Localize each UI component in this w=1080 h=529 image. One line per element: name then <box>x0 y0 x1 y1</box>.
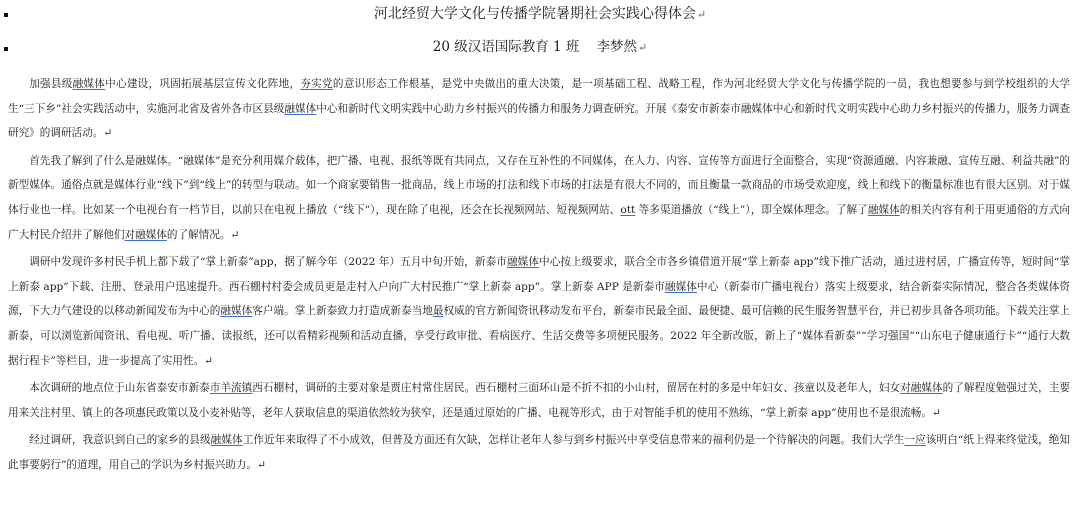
paragraph-text: 客户端。掌上新泰致力打造成新泰当地 <box>252 305 433 318</box>
spellcheck-underlined-word: 融媒体 <box>867 203 900 216</box>
paragraph-text: 中心按上级要求，联合全市各乡镇借道开展“掌上新泰 app”线下推广活动，通过进村居，广播宣传等，短时间“掌上新泰 app”下载、注册、登录用户迅速提升。西石棚村村委会成员更是走村入户向广大村民推广“掌上新泰 app”。掌上新泰 APP 是新泰市 <box>8 256 1070 293</box>
spellcheck-underlined-word: 最 <box>432 305 444 318</box>
paragraph-text: 的相关内容有利于用更通俗的方式向广大村民介绍并了解他们 <box>8 203 1071 241</box>
document-body <box>8 72 1070 478</box>
return-mark-icon: ↵ <box>696 8 707 21</box>
paragraph-text: 中心（新泰市广播电视台）落实上级要求，结合新泰实际情况，整合各类媒体资源，下大力气建设的以移动新闻发布为中心的 <box>8 280 1071 318</box>
paragraph-text: 权威的官方新闻资讯移动发布平台，新泰市民最全面、最便捷、最可信赖的民生服务智慧平台，并已初步具备各项功能。下载关注掌上新泰，可以浏览新闻资讯、看电视、听广播、读报纸，还可以看精彩视频和活动直播，享受行政审批、看病医疗、生活交费等多项便民服务。2022 年全新改版，新上了“媒体看新泰”“学习强国”“山东电子健康通行卡”“通行大数据行程卡”等栏目，进一步提高了实用性。↵ <box>8 305 1071 367</box>
body-paragraph <box>8 376 1070 425</box>
paragraph-text: 中心和新时代文明实践中心助力乡村振兴的传播力和服务力调查研究。开展《泰安市新泰市融媒体中心和新时代文明实践中心助力乡村振兴的传播力，服务力调查研究》的调研活动。↵ <box>8 102 1070 140</box>
paragraph-text: 的了解情况。↵ <box>166 228 240 241</box>
return-mark-icon: ↵ <box>638 41 648 54</box>
spellcheck-underlined-word: 对融媒体 <box>124 228 167 241</box>
spellcheck-underlined-word: 市羊流镇 <box>209 382 253 395</box>
paragraph-text: 的意识形态工作根基，是党中央做出的重大决策，是一项基础工程、战略工程，作为河北经贸大学文化与传播学院的一员，我也想要参与到学校组织的大学生“三下乡”社会实践活动中，实施河北省及省外各市区县级 <box>8 78 1071 115</box>
body-paragraph <box>8 428 1070 477</box>
spellcheck-underlined-word: 融媒体 <box>284 102 317 115</box>
paragraph-text: 等多渠道播放（“线上”），即全媒体理念。了解了 <box>635 203 868 216</box>
spellcheck-underlined-word: 夯实党 <box>300 78 333 90</box>
document-title-text: 河北经贸大学文化与传播学院暑期社会实践心得体会 <box>373 6 696 22</box>
spellcheck-underlined-word: 融媒体 <box>220 305 253 318</box>
paragraph-text: 本次调研的地点位于山东省泰安市新泰 <box>29 382 210 395</box>
document-subtitle <box>0 38 1080 57</box>
spellcheck-underlined-word: 融媒体 <box>664 280 697 293</box>
body-paragraph <box>8 72 1070 146</box>
spellcheck-underlined-word: 融媒体 <box>72 78 106 90</box>
paragraph-text: 加强县级 <box>29 78 73 90</box>
author-line-text: 20 级汉语国际教育 1 班 李梦然 <box>432 39 638 55</box>
spellcheck-underlined-word: 融媒体 <box>210 434 243 447</box>
paragraph-text: 中心建设，巩固拓展基层宣传文化阵地， <box>105 78 301 90</box>
body-paragraph <box>8 250 1070 373</box>
spellcheck-underlined-word: 对融媒体 <box>900 382 943 395</box>
document-title <box>0 5 1080 24</box>
spellcheck-underlined-word: ott <box>620 203 636 216</box>
paragraph-text: 工作近年来取得了不小成效，但普及方面还有欠缺，怎样让老年人参与到乡村振兴中享受信息带来的福利仍是一个待解决的问题。我们大学生 <box>242 434 905 447</box>
paragraph-text: 调研中发现许多村民手机上都下载了“掌上新泰”app，据了解今年（2022 年）五月中旬开始，新泰市 <box>29 256 507 269</box>
spellcheck-underlined-word: 一应 <box>904 434 926 447</box>
paragraph-text: 的了解程度勉强过关，主要用来关注村里、镇上的各项惠民政策以及小麦补贴等，老年人获取信息的渠道依然较为狭窄，还是通过原始的广播、电视等形式，由于对智能手机的使用不熟练，“掌上新泰 app”使用也不是很流畅。↵ <box>8 382 1071 419</box>
spellcheck-underlined-word: 融媒体 <box>506 256 540 269</box>
paragraph-text: 经过调研，我意识到自己的家乡的县级 <box>29 434 211 447</box>
paragraph-text: 首先我了解到了什么是融媒体。“融媒体”是充分利用媒介载体，把广播、电视、报纸等既有共同点，又存在互补性的不同媒体，在人力、内容、宣传等方面进行全面整合，实现“资源通融、内容兼融、宣传互融、利益共融”的新型媒体。通俗点就是媒体行业“线下”到“线上”的转型与联动。如一个商家要销售一批商品，线上市场的打法和线下市场的打法是有很大不同的，而且衡量一款商品的市场受欢迎度，线上和线下的衡量标准也有很大区别。对于媒体行业也一样。比如某一个电视台有一档节目，以前只在电视上播放（“线下”），现在除了电视，还会在长视频网站、短视频网站、 <box>8 154 1070 216</box>
body-paragraph <box>8 149 1070 247</box>
paragraph-text: 该明白“纸上得来终觉浅，绝知此事要躬行”的道理，用自己的学识为乡村振兴助力。↵ <box>8 434 1071 471</box>
paragraph-text: 西石棚村，调研的主要对象是贾庄村常住居民。西石棚村三面环山是不折不扣的小山村，留居在村的多是中年妇女、孩童以及老年人，妇女 <box>252 382 901 395</box>
